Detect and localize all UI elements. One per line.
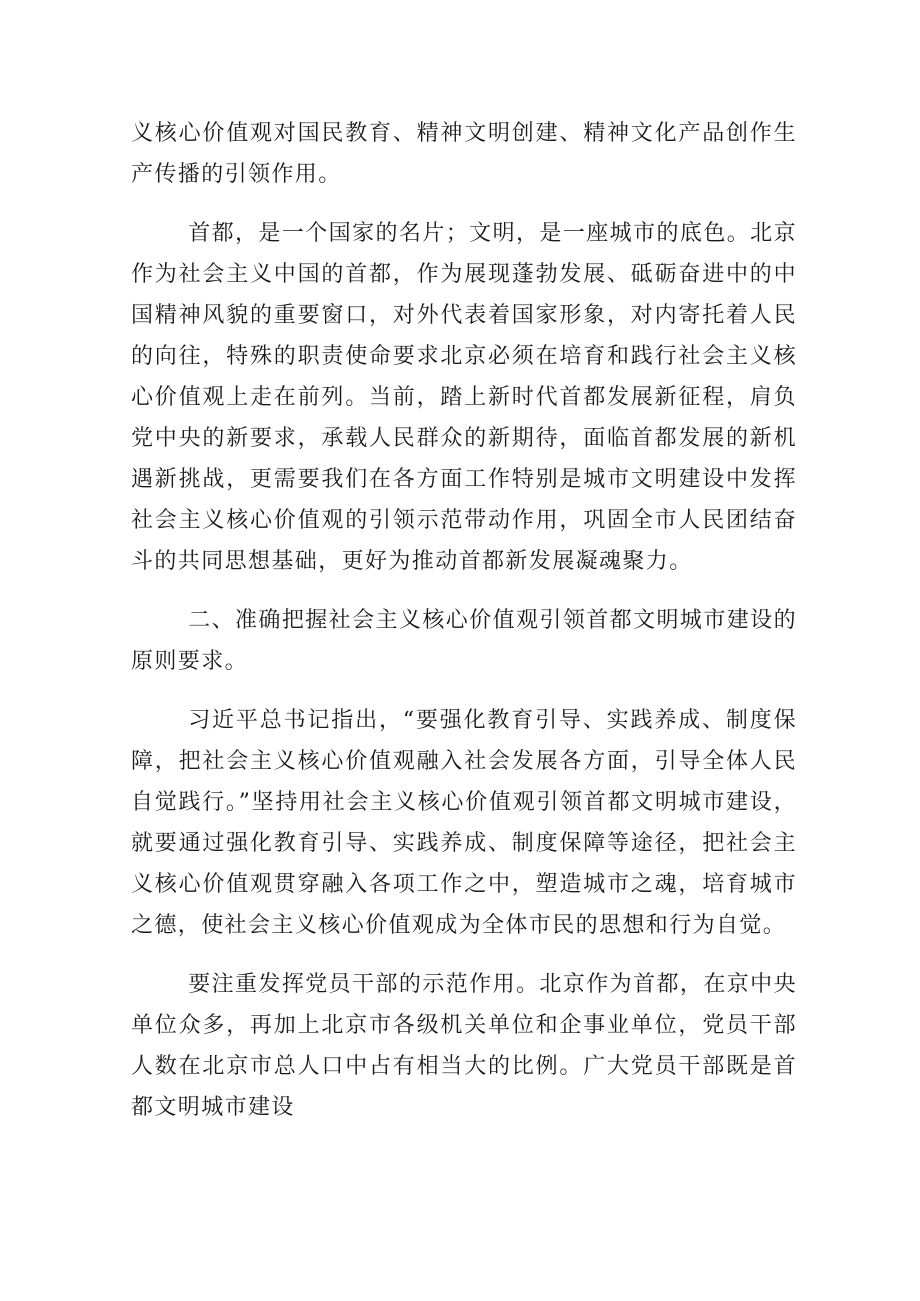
document-body xyxy=(131,113,797,1146)
section-heading-principles: 二、准确把握社会主义核心价值观引领首都文明城市建设的原则要求。 xyxy=(131,608,797,674)
paragraph-xi-quote: 习近平总书记指出，“要强化教育引导、实践养成、制度保障，把社会主义核心价值观融入社会发展各方面，引导全体人民自觉践行。”坚持用社会主义核心价值观引领首都文明城市建设，就要通过强化教育引导、实践养成、制度保障等途径，把社会主义核心价值观贯穿融入各项工作之中，塑造城市之魂，培育城市之德，使社会主义核心价值观成为全体市民的思想和行为自觉。 xyxy=(131,708,797,938)
paragraph-party-cadres: 要注重发挥党员干部的示范作用。北京作为首都，在京中央单位众多，再加上北京市各级机关单位和企事业单位，党员干部人数在北京市总人口中占有相当大的比例。广大党员干部既是首都文明城市建设 xyxy=(131,972,797,1120)
paragraph-continuation: 义核心价值观对国民教育、精神文明创建、精神文化产品创作生产传播的引领作用。 xyxy=(131,121,797,187)
paragraph-capital-civilization: 首都，是一个国家的名片；文明，是一座城市的底色。北京作为社会主义中国的首都，作为展现蓬勃发展、砥砺奋进中的中国精神风貌的重要窗口，对外代表着国家形象，对内寄托着人民的向往，特殊的职责使命要求北京必须在培育和践行社会主义核心价值观上走在前列。当前，踏上新时代首都发展新征程，肩负党中央的新要求，承载人民群众的新期待，面临首都发展的新机遇新挑战，更需要我们在各方面工作特别是城市文明建设中发挥社会主义核心价值观的引领示范带动作用，巩固全市人民团结奋斗的共同思想基础，更好为推动首都新发展凝魂聚力。 xyxy=(131,221,797,574)
